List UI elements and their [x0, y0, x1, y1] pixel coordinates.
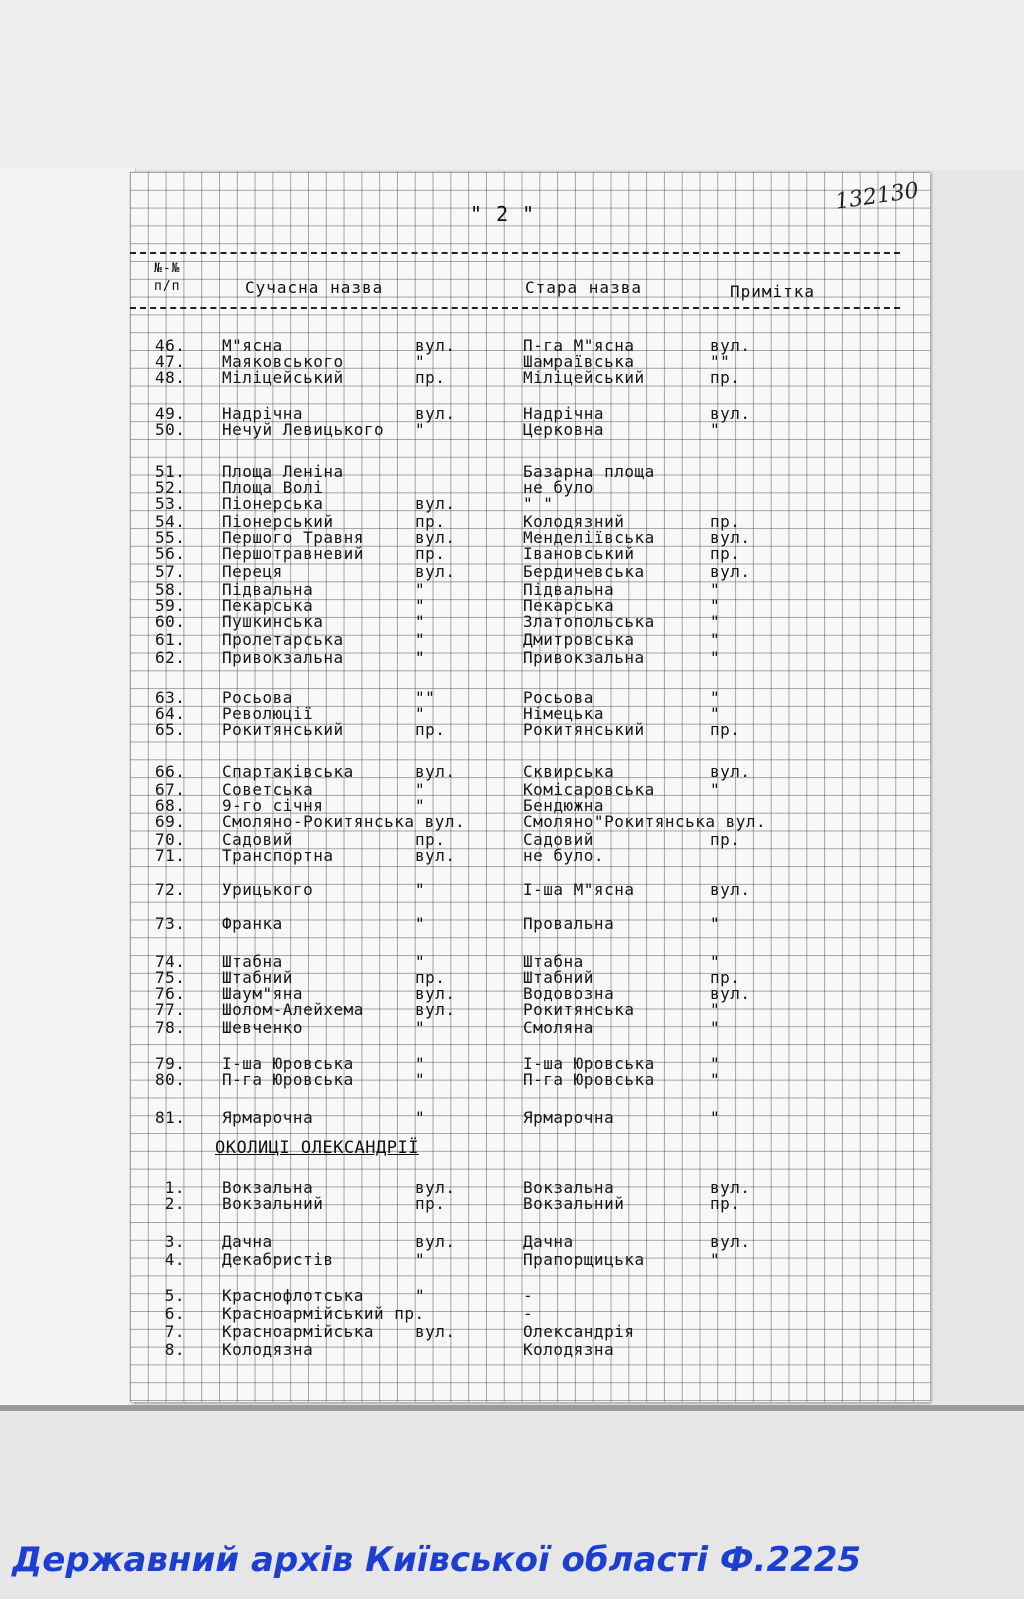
old-name: І-ша М"ясна	[523, 880, 635, 899]
old-type: "	[710, 1000, 721, 1019]
table-row	[130, 421, 930, 439]
table-row	[130, 1233, 930, 1251]
row-number: 79.	[155, 1054, 186, 1073]
old-name: Штабний	[523, 968, 594, 987]
current-type: вул.	[415, 494, 456, 513]
current-name: Переця	[222, 562, 283, 581]
old-name: не було.	[523, 846, 605, 865]
current-type: вул.	[415, 846, 456, 865]
row-number: 70.	[155, 830, 186, 849]
current-name: Советська	[222, 780, 314, 799]
row-number: 53.	[155, 494, 186, 513]
old-type: вул.	[710, 336, 751, 355]
old-name: Олександрія	[523, 1322, 635, 1341]
row-number: 68.	[155, 796, 186, 815]
old-type: "	[710, 1054, 721, 1073]
current-type: "	[415, 780, 426, 799]
current-name: Краснофлотська	[222, 1286, 364, 1305]
old-type: пр.	[710, 1194, 741, 1213]
old-type: "	[710, 630, 721, 649]
current-type: пр.	[415, 968, 446, 987]
old-name: Надрічна	[523, 404, 605, 423]
old-name: Базарна площа	[523, 462, 655, 481]
old-type: "	[710, 780, 721, 799]
old-name: Вокзальний	[523, 1194, 625, 1213]
current-type: "	[415, 352, 426, 371]
old-type: "	[710, 688, 721, 707]
page-number: " 2 "	[470, 202, 536, 226]
old-name: Штабна	[523, 952, 584, 971]
old-name: Смоляна	[523, 1018, 594, 1037]
current-name: Площа Леніна	[222, 462, 344, 481]
old-type: вул.	[710, 880, 751, 899]
header-current-name: Сучасна назва	[245, 278, 384, 297]
archive-caption: Державний архів Київської області Ф.2225	[12, 1540, 862, 1580]
current-type: "	[415, 1286, 426, 1305]
old-name: Сквирська	[523, 762, 615, 781]
row-number: 76.	[155, 984, 186, 1003]
old-name: Привокзальна	[523, 648, 645, 667]
row-number: 66.	[155, 762, 186, 781]
table-row	[130, 1287, 930, 1305]
table-row	[130, 563, 930, 581]
old-type: пр.	[710, 830, 741, 849]
old-type: "	[710, 1250, 721, 1269]
old-name: П-га Юровська	[523, 1070, 655, 1089]
row-number: 71.	[155, 846, 186, 865]
current-name: М"ясна	[222, 336, 283, 355]
old-type: "	[710, 952, 721, 971]
table-row	[130, 1109, 930, 1127]
adjacent-page	[0, 168, 136, 1408]
old-name: Комісаровська	[523, 780, 655, 799]
current-name: Привокзальна	[222, 648, 344, 667]
current-name: Смоляно-Рокитянська вул.	[222, 812, 466, 831]
old-name: Дмитровська	[523, 630, 635, 649]
old-name: Менделіївська	[523, 528, 655, 547]
row-number: 5.	[164, 1286, 185, 1305]
current-name: І-ша Юровська	[222, 1054, 354, 1073]
current-type: вул.	[415, 404, 456, 423]
old-name: Садовий	[523, 830, 594, 849]
old-type: вул.	[710, 562, 751, 581]
current-name: Пролетарська	[222, 630, 344, 649]
old-type: "	[710, 612, 721, 631]
table-row	[130, 1071, 930, 1089]
header-note: Примітка	[730, 282, 816, 301]
old-name: Бердичевська	[523, 562, 645, 581]
old-name: Провальна	[523, 914, 615, 933]
current-type: вул.	[415, 1178, 456, 1197]
table-row	[130, 813, 930, 831]
current-type: пр.	[415, 544, 446, 563]
old-type: вул.	[710, 528, 751, 547]
old-name: Смоляно"Рокитянська вул.	[523, 812, 767, 831]
old-name: П-га М"ясна	[523, 336, 635, 355]
old-name: -	[523, 1304, 534, 1323]
current-type: вул.	[415, 528, 456, 547]
old-name: Рокитянський	[523, 720, 645, 739]
current-type: "	[415, 420, 426, 439]
row-number: 8.	[164, 1340, 185, 1359]
current-name: Надрічна	[222, 404, 304, 423]
old-type: пр.	[710, 720, 741, 739]
table-row	[130, 1001, 930, 1019]
table-row	[130, 495, 930, 513]
current-type: "	[415, 1054, 426, 1073]
row-number: 58.	[155, 580, 186, 599]
table-row	[130, 847, 930, 865]
old-type: "	[710, 914, 721, 933]
row-number: 78.	[155, 1018, 186, 1037]
current-name: Першого Травня	[222, 528, 364, 547]
row-number: 52.	[155, 478, 186, 497]
table-row	[130, 915, 930, 933]
current-name: Шаум"яна	[222, 984, 304, 1003]
current-name: Красноармійський пр.	[222, 1304, 425, 1323]
row-number: 63.	[155, 688, 186, 707]
current-name: Рокитянський	[222, 720, 344, 739]
table-row	[130, 763, 930, 781]
current-name: Садовий	[222, 830, 293, 849]
current-name: П-га Юровська	[222, 1070, 354, 1089]
old-name: Колодязна	[523, 1340, 615, 1359]
old-type: "	[710, 596, 721, 615]
row-number: 55.	[155, 528, 186, 547]
current-name: Ярмарочна	[222, 1108, 314, 1127]
row-number: 3.	[164, 1232, 185, 1251]
current-name: Пекарська	[222, 596, 314, 615]
current-name: Шевченко	[222, 1018, 304, 1037]
current-type: "	[415, 596, 426, 615]
old-type: вул.	[710, 1178, 751, 1197]
current-type: "	[415, 704, 426, 723]
table-row	[130, 1195, 930, 1213]
row-number: 56.	[155, 544, 186, 563]
current-name: Вокзальний	[222, 1194, 324, 1213]
current-name: Штабна	[222, 952, 283, 971]
current-type: "	[415, 630, 426, 649]
old-name: -	[523, 1286, 534, 1305]
row-number: 73.	[155, 914, 186, 933]
row-number: 80.	[155, 1070, 186, 1089]
old-type: пр.	[710, 544, 741, 563]
old-name: Бендюжна	[523, 796, 605, 815]
old-name: Вокзальна	[523, 1178, 615, 1197]
current-name: Пушкинська	[222, 612, 324, 631]
row-number: 6.	[164, 1304, 185, 1323]
current-name: Транспортна	[222, 846, 334, 865]
table-row	[130, 721, 930, 739]
old-type: "	[710, 1018, 721, 1037]
archive-folio-number: 132130	[833, 178, 921, 215]
old-type: "	[710, 1108, 721, 1127]
row-number: 48.	[155, 368, 186, 387]
current-type: вул.	[415, 1000, 456, 1019]
row-number: 62.	[155, 648, 186, 667]
current-type: вул.	[415, 762, 456, 781]
current-name: Революції	[222, 704, 314, 723]
current-type: вул.	[415, 984, 456, 1003]
old-type: вул.	[710, 1232, 751, 1251]
current-type: ""	[415, 688, 436, 707]
current-type: "	[415, 1018, 426, 1037]
old-name: Прапорщицька	[523, 1250, 645, 1269]
current-name: Міліцейський	[222, 368, 344, 387]
row-number: 81.	[155, 1108, 186, 1127]
old-name: І-ша Юровська	[523, 1054, 655, 1073]
old-type: "	[710, 580, 721, 599]
current-type: "	[415, 1250, 426, 1269]
old-type: пр.	[710, 368, 741, 387]
current-type: "	[415, 914, 426, 933]
row-number: 49.	[155, 404, 186, 423]
header-divider-top	[130, 252, 900, 254]
old-name: Колодязний	[523, 512, 625, 531]
current-name: Шолом-Алейхема	[222, 1000, 364, 1019]
current-name: Площа Волі	[222, 478, 324, 497]
old-name: Міліцейський	[523, 368, 645, 387]
current-name: Штабний	[222, 968, 293, 987]
current-type: вул.	[415, 336, 456, 355]
old-name: Церковна	[523, 420, 605, 439]
row-number: 51.	[155, 462, 186, 481]
old-name: Шамраївська	[523, 352, 635, 371]
row-number: 50.	[155, 420, 186, 439]
row-number: 72.	[155, 880, 186, 899]
current-type: "	[415, 612, 426, 631]
row-number: 69.	[155, 812, 186, 831]
current-type: "	[415, 952, 426, 971]
current-type: "	[415, 580, 426, 599]
current-name: Урицького	[222, 880, 314, 899]
row-number: 64.	[155, 704, 186, 723]
current-type: пр.	[415, 512, 446, 531]
current-type: "	[415, 1108, 426, 1127]
current-type: пр.	[415, 720, 446, 739]
row-number: 2.	[164, 1194, 185, 1213]
current-type: "	[415, 648, 426, 667]
old-type: пр.	[710, 968, 741, 987]
header-divider-bottom	[130, 307, 900, 309]
old-name: Водовозна	[523, 984, 615, 1003]
old-name: Дачна	[523, 1232, 574, 1251]
current-name: Вокзальна	[222, 1178, 314, 1197]
current-name: Першотравневий	[222, 544, 364, 563]
row-number: 46.	[155, 336, 186, 355]
table-row	[130, 1019, 930, 1037]
row-number: 75.	[155, 968, 186, 987]
row-number: 74.	[155, 952, 186, 971]
old-name: Златопольська	[523, 612, 655, 631]
current-type: пр.	[415, 1194, 446, 1213]
old-name: Німецька	[523, 704, 605, 723]
current-type: "	[415, 796, 426, 815]
old-type: "	[710, 420, 721, 439]
old-type: "	[710, 704, 721, 723]
table-row	[130, 881, 930, 899]
row-number: 67.	[155, 780, 186, 799]
table-row	[130, 545, 930, 563]
old-type: ""	[710, 352, 731, 371]
current-name: Нечуй Левицького	[222, 420, 385, 439]
row-number: 59.	[155, 596, 186, 615]
section-title: ОКОЛИЦІ ОЛЕКСАНДРІЇ	[215, 1138, 419, 1158]
table-row	[130, 1251, 930, 1269]
row-number: 1.	[164, 1178, 185, 1197]
old-name: Рокитянська	[523, 1000, 635, 1019]
old-type: пр.	[710, 512, 741, 531]
table-row	[130, 631, 930, 649]
old-name: Пекарська	[523, 596, 615, 615]
table-row	[130, 1341, 930, 1359]
current-type: вул.	[415, 1322, 456, 1341]
old-name: Ярмарочна	[523, 1108, 615, 1127]
old-name: не було	[523, 478, 594, 497]
header-num: №-№ п/п	[154, 261, 181, 294]
current-name: Декабристів	[222, 1250, 334, 1269]
old-name: Підвальна	[523, 580, 615, 599]
current-name: Франка	[222, 914, 283, 933]
row-number: 65.	[155, 720, 186, 739]
current-name: Піонерський	[222, 512, 334, 531]
current-type: "	[415, 880, 426, 899]
current-name: Красноармійська	[222, 1322, 374, 1341]
current-name: Піонерська	[222, 494, 324, 513]
row-number: 4.	[164, 1250, 185, 1269]
old-type: вул.	[710, 762, 751, 781]
row-number: 77.	[155, 1000, 186, 1019]
current-type: пр.	[415, 830, 446, 849]
current-name: Спартаківська	[222, 762, 354, 781]
table-row	[130, 369, 930, 387]
old-name: Івановський	[523, 544, 635, 563]
current-type: вул.	[415, 562, 456, 581]
old-type: "	[710, 1070, 721, 1089]
old-type: вул.	[710, 984, 751, 1003]
old-type: вул.	[710, 404, 751, 423]
row-number: 7.	[164, 1322, 185, 1341]
table-row	[130, 1305, 930, 1323]
current-name: Росьова	[222, 688, 293, 707]
row-number: 47.	[155, 352, 186, 371]
header-old-name: Стара назва	[525, 278, 642, 297]
document-sheet	[130, 172, 930, 1402]
row-number: 60.	[155, 612, 186, 631]
old-type: "	[710, 648, 721, 667]
current-name: Дачна	[222, 1232, 273, 1251]
bottom-edge	[0, 1405, 1024, 1411]
background-top	[0, 0, 1024, 170]
current-type: "	[415, 1070, 426, 1089]
current-type: вул.	[415, 1232, 456, 1251]
current-name: 9-го січня	[222, 796, 324, 815]
old-name: Росьова	[523, 688, 594, 707]
table-row	[130, 613, 930, 631]
old-name: " "	[523, 494, 554, 513]
current-type: пр.	[415, 368, 446, 387]
table-row	[130, 1323, 930, 1341]
current-name: Маяковського	[222, 352, 344, 371]
current-name: Колодязна	[222, 1340, 314, 1359]
row-number: 61.	[155, 630, 186, 649]
current-name: Підвальна	[222, 580, 314, 599]
row-number: 54.	[155, 512, 186, 531]
row-number: 57.	[155, 562, 186, 581]
table-row	[130, 649, 930, 667]
